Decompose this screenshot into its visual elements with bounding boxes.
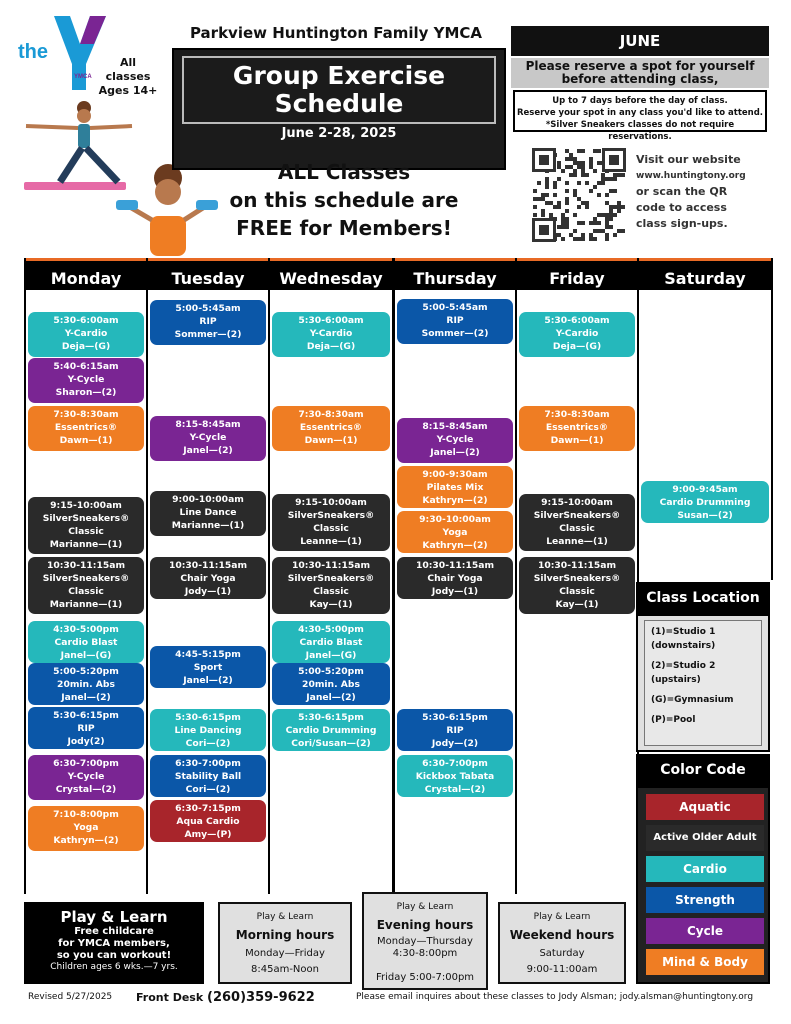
day-column-wednesday: [268, 258, 394, 894]
class-time: 7:30-8:30am: [544, 409, 610, 420]
class-time: 5:40-6:15am: [53, 361, 119, 372]
location-gymnasium: (G)=Gymnasium: [651, 695, 734, 705]
class-name: Y-Cardio: [555, 328, 599, 339]
all-classes-label: All classes: [105, 56, 151, 83]
evening-friday-hours: Friday 5:00-7:00pm: [375, 972, 475, 983]
class-instructor: Janel—(2): [306, 692, 356, 703]
class-time: 6:30-7:00pm: [175, 758, 241, 769]
class-instructor: Dawn—(1): [304, 435, 358, 446]
morning-days: Monday—Friday: [245, 948, 325, 959]
evening-label: Play & Learn: [396, 902, 454, 912]
phone-number[interactable]: (260)359-9622: [207, 990, 315, 1005]
revised-date: Revised 5/27/2025: [28, 992, 113, 1002]
class-time: 9:15-10:00am: [295, 497, 367, 508]
class-instructor: Susan—(2): [677, 510, 733, 521]
day-column-friday: [515, 258, 639, 894]
class-instructor: Leanne—(1): [546, 536, 608, 547]
class-name-line-2: Classic: [559, 586, 595, 597]
class-time: 4:30-5:00pm: [53, 624, 119, 635]
class-instructor: Jody—(1): [184, 586, 232, 597]
class-instructor: Cori/Susan—(2): [291, 738, 371, 749]
class-block[interactable]: [397, 418, 513, 463]
class-name: SilverSneakers®: [533, 510, 621, 521]
free-line-2: on this schedule are: [229, 188, 459, 212]
weekend-title: Weekend hours: [509, 928, 615, 942]
dumbbell-girl-illustration: [112, 160, 222, 260]
class-block[interactable]: [28, 621, 144, 663]
day-header-wednesday: Wednesday: [270, 258, 392, 290]
play-learn-title: Play & Learn: [60, 908, 168, 926]
class-block[interactable]: [28, 755, 144, 800]
class-name: Essentrics®: [54, 422, 118, 433]
class-name-line-2: Classic: [68, 526, 104, 537]
class-instructor: Janel—(G): [305, 650, 357, 661]
class-name: Y-Cardio: [309, 328, 353, 339]
morning-hours: 8:45am-Noon: [251, 964, 319, 975]
free-line-1: ALL Classes: [277, 160, 411, 184]
class-name: Kickbox Tabata: [415, 771, 495, 782]
class-time: 7:30-8:30am: [53, 409, 119, 420]
rule-3: *Silver Sneakers classes do not require reservations.: [545, 120, 735, 142]
schedule-dates: June 2-28, 2025: [281, 126, 397, 141]
class-block[interactable]: [641, 481, 769, 523]
class-block[interactable]: [272, 406, 390, 451]
class-instructor: Crystal—(2): [55, 784, 117, 795]
class-name: Chair Yoga: [427, 573, 483, 584]
class-block[interactable]: [28, 663, 144, 705]
day-header-tuesday: Tuesday: [148, 258, 268, 290]
website-url-link[interactable]: www.huntingtony.org: [636, 171, 746, 181]
class-instructor: Amy—(P): [184, 829, 232, 840]
day-column-tuesday: [146, 258, 270, 894]
class-instructor: Deja—(G): [552, 341, 602, 352]
class-instructor: Marianne—(1): [49, 539, 123, 550]
class-name-line-2: Classic: [313, 586, 349, 597]
class-name: Pilates Mix: [426, 482, 484, 493]
class-block[interactable]: [397, 755, 513, 797]
morning-title: Morning hours: [235, 928, 335, 942]
class-instructor: Sharon—(2): [55, 387, 117, 398]
weekend-hours-box: [498, 902, 626, 984]
color-code-title: Color Code: [636, 754, 770, 786]
day-header-saturday: Saturday: [639, 258, 771, 290]
class-block[interactable]: [272, 663, 390, 705]
class-name: SilverSneakers®: [533, 573, 621, 584]
class-block[interactable]: [272, 621, 390, 663]
class-time: 10:30-11:15am: [537, 560, 617, 571]
class-instructor: Leanne—(1): [300, 536, 362, 547]
class-block[interactable]: [150, 800, 266, 842]
class-name: Y-Cycle: [67, 771, 105, 782]
color-code-active-older-adult: Active Older Adult: [646, 825, 764, 851]
class-time: 5:00-5:20pm: [53, 666, 119, 677]
class-instructor: Kay—(1): [555, 599, 599, 610]
class-instructor: Dawn—(1): [59, 435, 113, 446]
class-instructor: Jody—(1): [431, 586, 479, 597]
evening-hours: 4:30-8:00pm: [392, 948, 458, 959]
class-block[interactable]: [150, 416, 266, 461]
class-time: 5:00-5:45am: [422, 302, 488, 313]
color-code-mind-body: Mind & Body: [646, 949, 764, 975]
class-instructor: Kathryn—(2): [422, 495, 488, 506]
class-name: Y-Cardio: [64, 328, 108, 339]
class-name: SilverSneakers®: [42, 573, 130, 584]
class-name: Y-Cycle: [436, 434, 474, 445]
class-name: Yoga: [73, 822, 99, 833]
class-time: 4:45-5:15pm: [175, 649, 241, 660]
class-name: Sport: [193, 662, 223, 673]
class-time: 5:30-6:00am: [53, 315, 119, 326]
class-time: 10:30-11:15am: [46, 560, 126, 571]
class-time: 5:30-6:15pm: [53, 710, 119, 721]
class-time: 9:00-9:30am: [422, 469, 488, 480]
class-block[interactable]: [150, 300, 266, 345]
class-instructor: Marianne—(1): [49, 599, 123, 610]
class-block[interactable]: [28, 406, 144, 451]
color-code-cycle: Cycle: [646, 918, 764, 944]
class-block[interactable]: [397, 299, 513, 344]
class-block[interactable]: [272, 709, 390, 751]
website-info: [636, 152, 766, 232]
class-time: 6:30-7:15pm: [175, 803, 241, 814]
play-learn-line-3: so you can workout!: [56, 950, 172, 961]
website-line-4: class sign-ups.: [636, 217, 728, 230]
title-box: [172, 48, 506, 170]
color-code-strength: Strength: [646, 887, 764, 913]
class-time: 6:30-7:00pm: [53, 758, 119, 769]
evening-hours-box: [362, 892, 488, 990]
class-name: RIP: [446, 315, 464, 326]
class-time: 5:30-6:15pm: [175, 712, 241, 723]
class-time: 10:30-11:15am: [415, 560, 495, 571]
class-block[interactable]: [150, 557, 266, 599]
class-instructor: Janel—(2): [430, 447, 480, 458]
class-name: Y-Cycle: [189, 432, 227, 443]
class-name: 20min. Abs: [57, 679, 115, 690]
month-label: JUNE: [511, 26, 769, 56]
class-time: 5:30-6:15pm: [298, 712, 364, 723]
evening-title: Evening hours: [376, 918, 474, 932]
weekend-hours: 9:00-11:00am: [526, 964, 598, 975]
class-block[interactable]: [150, 709, 266, 751]
class-time: 9:15-10:00am: [541, 497, 613, 508]
rule-1: Up to 7 days before the day of class.: [552, 96, 728, 106]
class-time: 5:30-6:00am: [544, 315, 610, 326]
class-name-line-2: Classic: [313, 523, 349, 534]
class-instructor: Kathryn—(2): [422, 540, 488, 551]
class-instructor: Marianne—(1): [171, 520, 245, 531]
class-instructor: Deja—(G): [61, 341, 111, 352]
class-block[interactable]: [397, 511, 513, 553]
class-name: Essentrics®: [299, 422, 363, 433]
class-name: Line Dance: [179, 507, 237, 518]
class-instructor: Janel—(G): [60, 650, 112, 661]
class-block[interactable]: [519, 494, 635, 551]
location-studio-2: (2)=Studio 2 (upstairs): [651, 661, 716, 685]
class-instructor: Janel—(2): [183, 675, 233, 686]
class-time: 8:15-8:45am: [422, 421, 488, 432]
class-location-title: Class Location: [636, 582, 770, 614]
class-name: Cardio Blast: [54, 637, 118, 648]
class-instructor: Cori—(2): [185, 784, 231, 795]
class-instructor: Cori—(2): [185, 738, 231, 749]
class-name: Essentrics®: [545, 422, 609, 433]
play-learn-ages: Children ages 6 wks.—7 yrs.: [50, 962, 178, 972]
class-name-line-2: Classic: [68, 586, 104, 597]
class-name: RIP: [199, 316, 217, 327]
free-line-3: FREE for Members!: [236, 216, 452, 240]
class-time: 7:10-8:00pm: [53, 809, 119, 820]
class-name: Chair Yoga: [180, 573, 236, 584]
class-instructor: Crystal—(2): [424, 784, 486, 795]
page-title: [182, 56, 496, 124]
class-time: 9:00-9:45am: [672, 484, 738, 495]
class-block[interactable]: [397, 557, 513, 599]
class-name: Line Dancing: [174, 725, 242, 736]
class-block[interactable]: [28, 312, 144, 357]
class-instructor: Sommer—(2): [174, 329, 242, 340]
location-pool: (P)=Pool: [651, 715, 696, 725]
class-block[interactable]: [28, 557, 144, 614]
class-time: 5:30-6:00am: [298, 315, 364, 326]
class-block[interactable]: [28, 806, 144, 851]
reserve-notice: [511, 58, 769, 88]
class-block[interactable]: [519, 557, 635, 614]
class-block[interactable]: [272, 312, 390, 357]
play-learn-line-1: Free childcare: [74, 926, 154, 937]
class-instructor: Dawn—(1): [550, 435, 604, 446]
class-instructor: Kathryn—(2): [53, 835, 119, 846]
free-for-members-banner: [214, 158, 474, 242]
class-name: SilverSneakers®: [42, 513, 130, 524]
class-block[interactable]: [272, 494, 390, 551]
class-time: 5:00-5:20pm: [298, 666, 364, 677]
class-name: SilverSneakers®: [287, 573, 375, 584]
class-block[interactable]: [397, 709, 513, 751]
svg-text:the: the: [18, 41, 48, 63]
email-note: Please email inquires about these classes to Jody Alsman; jody.alsman@huntingtony.org: [356, 992, 754, 1002]
class-name-line-2: Classic: [559, 523, 595, 534]
class-time: 9:00-10:00am: [172, 494, 244, 505]
qr-code-icon[interactable]: [532, 148, 626, 242]
reservation-rules: [513, 90, 767, 142]
weekend-days: Saturday: [539, 948, 585, 959]
class-name: Aqua Cardio: [176, 816, 240, 827]
morning-label: Play & Learn: [256, 912, 314, 922]
svg-text:YMCA: YMCA: [74, 74, 92, 80]
evening-days: Monday—Thursday: [377, 936, 473, 947]
class-instructor: Deja—(G): [306, 341, 356, 352]
day-column-saturday: [637, 258, 773, 580]
reserve-line-2: before attending class,: [561, 72, 719, 86]
class-time: 5:30-6:15pm: [422, 712, 488, 723]
class-time: 9:15-10:00am: [50, 500, 122, 511]
class-time: 5:00-5:45am: [175, 303, 241, 314]
class-time: 10:30-11:15am: [168, 560, 248, 571]
class-block[interactable]: [28, 497, 144, 554]
class-block[interactable]: [272, 557, 390, 614]
play-and-learn-banner: [24, 902, 204, 984]
color-code-cardio: Cardio: [646, 856, 764, 882]
class-block[interactable]: [397, 466, 513, 508]
class-name: 20min. Abs: [302, 679, 360, 690]
website-line-1: Visit our website: [636, 153, 741, 166]
class-name: RIP: [446, 725, 464, 736]
day-header-thursday: Thursday: [395, 258, 515, 290]
title-line-1: Group Exercise: [232, 61, 446, 90]
class-block[interactable]: [28, 707, 144, 749]
weekend-label: Play & Learn: [533, 912, 591, 922]
color-code-legend: [636, 786, 770, 984]
website-line-2: or scan the QR: [636, 185, 728, 198]
class-block[interactable]: [150, 646, 266, 688]
class-name: Cardio Drumming: [285, 725, 377, 736]
class-location-legend: [636, 614, 770, 752]
day-column-monday: [24, 258, 148, 894]
class-instructor: Jody(2): [67, 736, 105, 747]
class-instructor: Jody—(2): [431, 738, 479, 749]
class-instructor: Janel—(2): [183, 445, 233, 456]
class-instructor: Janel—(2): [61, 692, 111, 703]
class-time: 8:15-8:45am: [175, 419, 241, 430]
day-header-friday: Friday: [517, 258, 637, 290]
class-time: 6:30-7:00pm: [422, 758, 488, 769]
class-instructor: Sommer—(2): [421, 328, 489, 339]
class-name: Yoga: [442, 527, 468, 538]
play-learn-line-2: for YMCA members,: [58, 938, 170, 949]
class-instructor: Kay—(1): [309, 599, 353, 610]
rule-2: Reserve your spot in any class you'd like to attend.: [516, 108, 764, 118]
day-header-monday: Monday: [26, 258, 146, 290]
class-name: Cardio Drumming: [659, 497, 751, 508]
class-block[interactable]: [28, 358, 144, 403]
class-block[interactable]: [150, 491, 266, 536]
class-time: 4:30-5:00pm: [298, 624, 364, 635]
website-line-3: code to access: [636, 201, 727, 214]
class-block[interactable]: [150, 755, 266, 797]
title-line-2: Schedule: [274, 89, 404, 118]
organization-name: Parkview Huntington Family YMCA: [189, 24, 483, 42]
front-desk-phone: [136, 990, 315, 1005]
class-time: 10:30-11:15am: [291, 560, 371, 571]
location-studio-1: (1)=Studio 1 (downstairs): [651, 627, 716, 651]
reserve-line-1: Please reserve a spot for yourself: [525, 59, 755, 73]
class-time: 7:30-8:30am: [298, 409, 364, 420]
morning-hours-box: [218, 902, 352, 984]
class-block[interactable]: [519, 312, 635, 357]
class-block[interactable]: [519, 406, 635, 451]
class-name: RIP: [77, 723, 95, 734]
color-code-aquatic: Aquatic: [646, 794, 764, 820]
ages-label: Ages 14+: [98, 84, 158, 97]
class-name: Stability Ball: [174, 771, 242, 782]
class-time: 9:30-10:00am: [419, 514, 491, 525]
day-column-thursday: [393, 258, 517, 894]
class-name: Y-Cycle: [67, 374, 105, 385]
age-note: [98, 56, 158, 98]
front-desk-label: Front Desk: [136, 991, 204, 1004]
class-name: Cardio Blast: [299, 637, 363, 648]
class-name: SilverSneakers®: [287, 510, 375, 521]
